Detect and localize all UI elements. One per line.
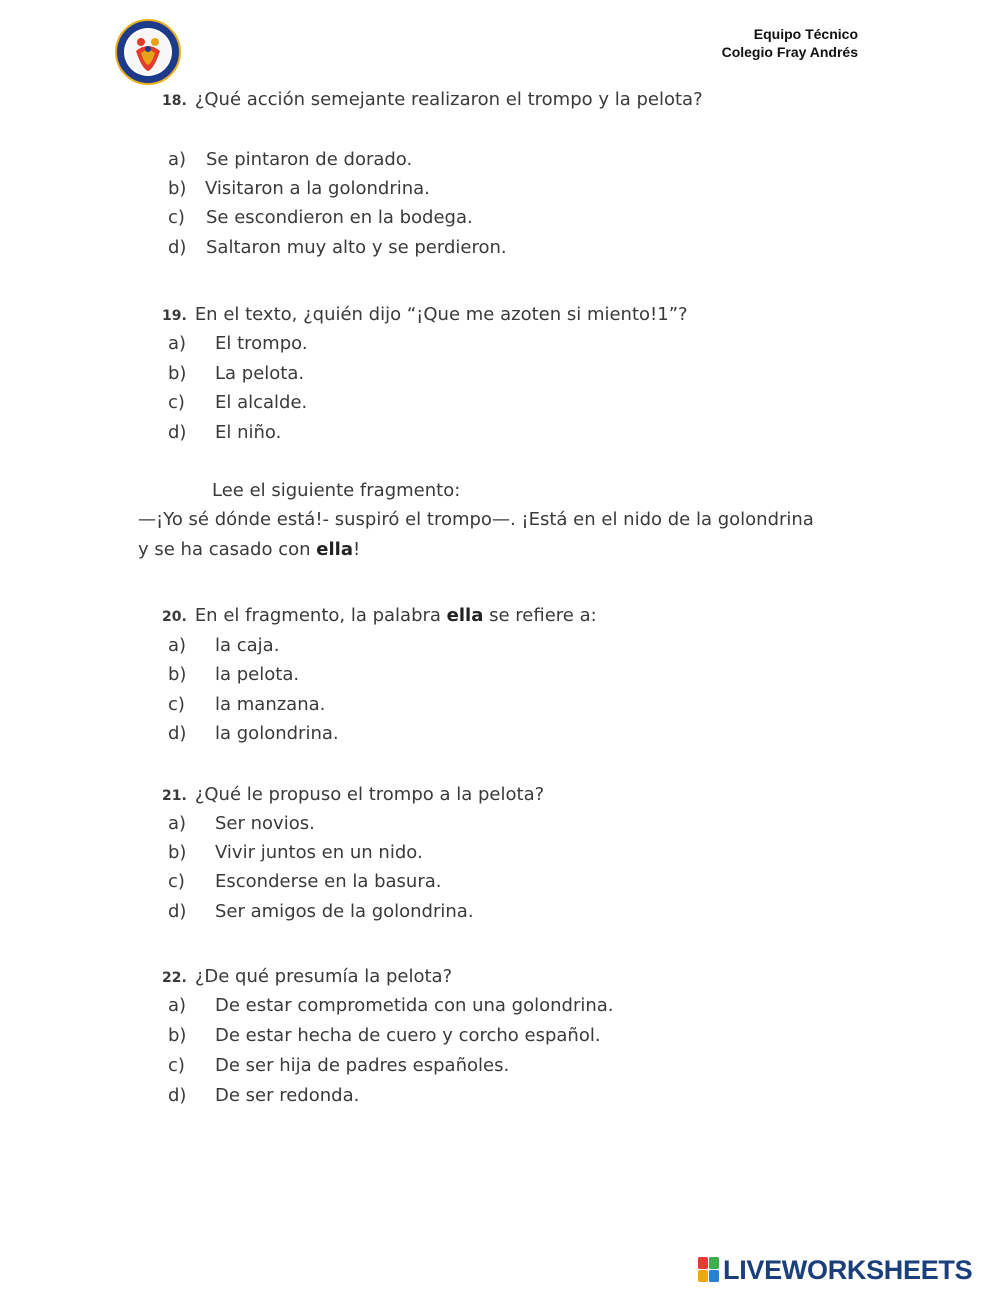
option-letter: b) (168, 1025, 187, 1046)
option-text: la pelota. (215, 664, 300, 685)
option-21-d[interactable] (168, 901, 474, 922)
option-22-c[interactable] (168, 1055, 509, 1076)
header-line-2: Colegio Fray Andrés (721, 44, 858, 60)
question-19 (162, 304, 688, 325)
option-text: Se pintaron de dorado. (206, 149, 413, 170)
option-letter: a) (168, 813, 187, 834)
option-text: De estar hecha de cuero y corcho español. (215, 1025, 601, 1046)
option-text: El alcalde. (215, 392, 308, 413)
option-letter: c) (168, 392, 185, 413)
option-letter: a) (168, 635, 187, 656)
option-text: De estar comprometida con una golondrina. (215, 995, 614, 1016)
question-text-before: En el fragmento, la palabra (194, 605, 441, 626)
option-letter: d) (168, 237, 187, 258)
option-text: El niño. (215, 422, 282, 443)
option-19-d[interactable] (168, 422, 281, 443)
fragment-line-2 (138, 539, 360, 560)
header (722, 25, 858, 61)
fragment-bold-word: ella (316, 539, 353, 560)
option-text: Visitaron a la golondrina. (205, 178, 430, 199)
liveworksheets-text: LIVEWORKSHEETS (723, 1254, 973, 1285)
fragment-line-2-before: y se ha casado con (138, 539, 311, 560)
option-22-d[interactable] (168, 1085, 359, 1106)
option-letter: b) (168, 664, 187, 685)
liveworksheets-icon (698, 1257, 720, 1283)
question-text: En el texto, ¿quién dijo “¡Que me azoten si miento!1”? (194, 304, 688, 325)
question-number: 18. (162, 93, 187, 109)
option-20-d[interactable] (168, 723, 339, 744)
option-text: Ser amigos de la golondrina. (215, 901, 474, 922)
option-letter: c) (168, 694, 185, 715)
option-letter: c) (168, 1055, 185, 1076)
option-20-a[interactable] (168, 635, 279, 656)
question-18 (162, 89, 703, 110)
option-letter: d) (168, 901, 187, 922)
option-21-b[interactable] (168, 842, 423, 863)
option-letter: b) (168, 178, 187, 199)
fragment-line-1: —¡Yo sé dónde está!- suspiró el trompo—. ¡Está en el nido de la golondrina (138, 509, 814, 530)
option-18-c[interactable] (168, 207, 473, 228)
fragment-intro: Lee el siguiente fragmento: (212, 480, 461, 501)
option-text: La pelota. (215, 363, 305, 384)
option-text: De ser hija de padres españoles. (215, 1055, 510, 1076)
question-20 (162, 605, 597, 626)
option-letter: b) (168, 842, 187, 863)
option-22-a[interactable] (168, 995, 614, 1016)
option-letter: a) (168, 333, 187, 354)
option-text: Esconderse en la basura. (215, 871, 442, 892)
option-letter: d) (168, 422, 187, 443)
option-text: la caja. (215, 635, 280, 656)
option-letter: c) (168, 871, 185, 892)
fragment-line-2-after: ! (352, 539, 361, 560)
option-letter: d) (168, 723, 187, 744)
question-text: ¿Qué le propuso el trompo a la pelota? (194, 784, 545, 805)
option-18-b[interactable] (168, 178, 430, 199)
option-20-c[interactable] (168, 694, 325, 715)
option-22-b[interactable] (168, 1025, 601, 1046)
option-text: Saltaron muy alto y se perdieron. (206, 237, 507, 258)
option-text: Ser novios. (215, 813, 315, 834)
option-19-a[interactable] (168, 333, 308, 354)
option-letter: c) (168, 207, 185, 228)
question-text: ¿Qué acción semejante realizaron el trompo y la pelota? (194, 89, 703, 110)
option-letter: a) (168, 149, 187, 170)
option-letter: a) (168, 995, 187, 1016)
option-text: la golondrina. (215, 723, 339, 744)
option-19-b[interactable] (168, 363, 304, 384)
question-bold-word: ella (446, 605, 484, 626)
option-18-a[interactable] (168, 149, 412, 170)
question-number: 21. (162, 788, 187, 804)
question-text-after: se refiere a: (489, 605, 597, 626)
liveworksheets-logo[interactable] (698, 1255, 972, 1285)
option-19-c[interactable] (168, 392, 307, 413)
option-text: De ser redonda. (215, 1085, 360, 1106)
question-number: 20. (162, 609, 187, 625)
option-letter: b) (168, 363, 187, 384)
option-text: Vivir juntos en un nido. (215, 842, 423, 863)
option-text: Se escondieron en la bodega. (206, 207, 473, 228)
option-20-b[interactable] (168, 664, 299, 685)
school-logo (114, 19, 182, 85)
option-letter: d) (168, 1085, 187, 1106)
header-line-1: Equipo Técnico (753, 26, 858, 42)
question-number: 22. (162, 970, 187, 986)
option-text: la manzana. (215, 694, 326, 715)
question-22 (162, 966, 452, 987)
option-text: El trompo. (215, 333, 308, 354)
option-21-a[interactable] (168, 813, 315, 834)
question-number: 19. (162, 308, 187, 324)
question-21 (162, 784, 544, 805)
question-text: ¿De qué presumía la pelota? (194, 966, 453, 987)
option-21-c[interactable] (168, 871, 442, 892)
option-18-d[interactable] (168, 237, 507, 258)
